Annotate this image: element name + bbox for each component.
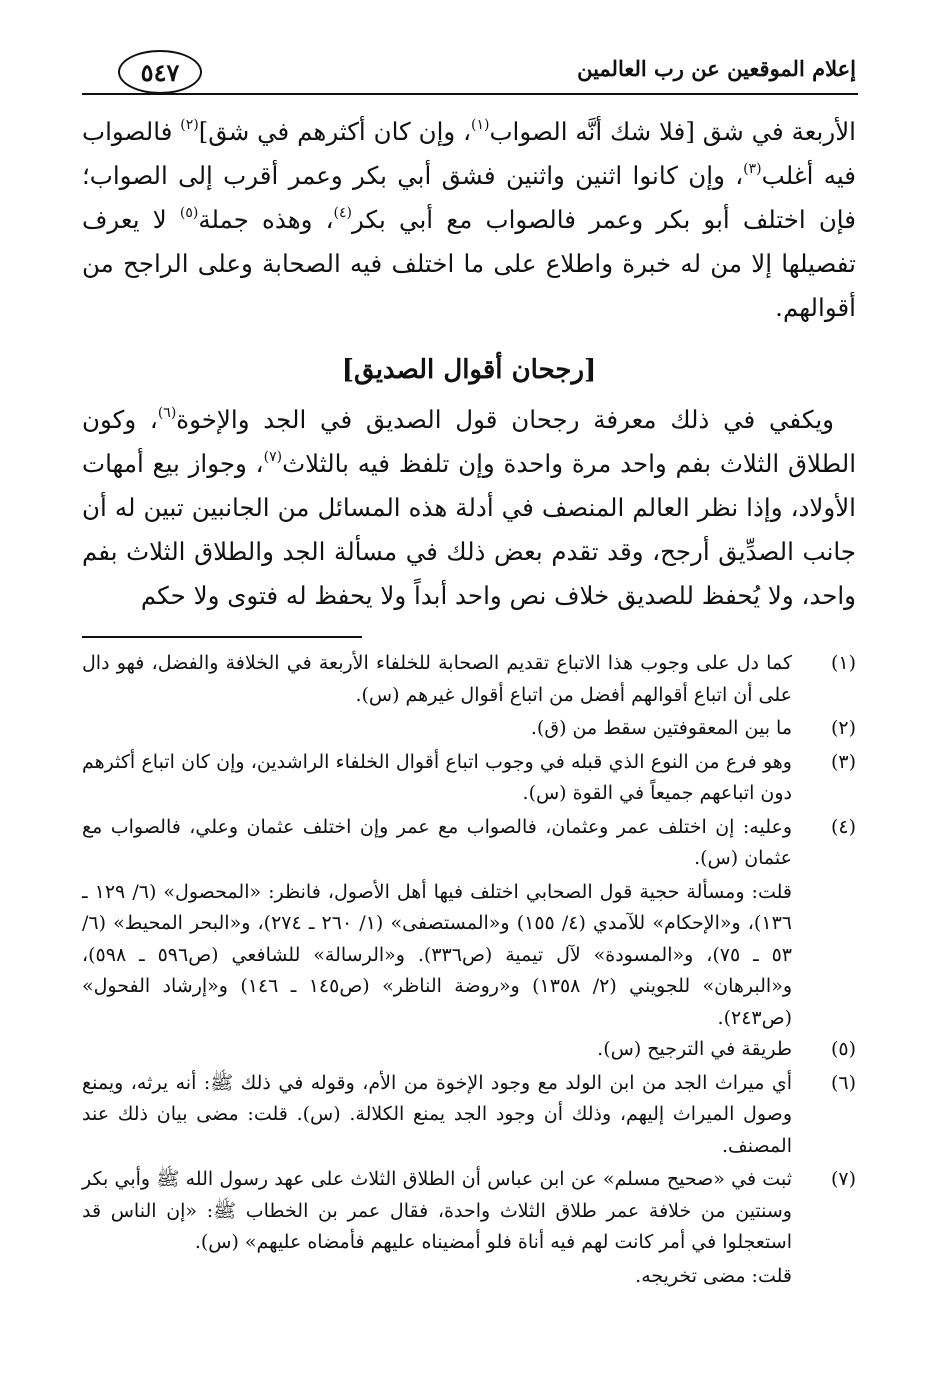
footnote-ref-1[interactable]: (١) bbox=[470, 117, 490, 133]
footnote-4 bbox=[82, 812, 856, 875]
footnote-2 bbox=[82, 713, 856, 745]
footnotes bbox=[82, 648, 856, 1292]
footnote-number: (٥) bbox=[830, 1038, 856, 1060]
footnote-text: ما بين المعقوفتين سقط من (ق). bbox=[530, 717, 792, 739]
text-run: ، وهذه جملة bbox=[198, 205, 334, 234]
footnote-ref-3[interactable]: (٣) bbox=[743, 161, 762, 177]
footnote-ref-5[interactable]: (٥) bbox=[179, 205, 199, 221]
footnote-ref-6[interactable]: (٦) bbox=[157, 405, 177, 421]
footnote-text: أي ميراث الجد من ابن الولد مع وجود الإخوة من الأم، وقوله في ذلك ﷺ: أنه يرثه، ويمنع وصول الميراث إليهم، وذلك أن وجود الجد يمنع الكلالة. (س). قلت: مضى بيان ذلك عند المصنف. bbox=[82, 1071, 792, 1157]
footnote-ref-7[interactable]: (٧) bbox=[263, 449, 283, 465]
main-text bbox=[82, 110, 856, 618]
footnote-number: (٧) bbox=[830, 1168, 856, 1190]
header-divider bbox=[82, 93, 858, 95]
footnote-number: (٦) bbox=[830, 1071, 856, 1094]
footnote-3 bbox=[82, 747, 856, 810]
footnote-7-note: قلت: مضى تخريجه. bbox=[635, 1264, 792, 1287]
footnote-text: ثبت في «صحيح مسلم» عن ابن عباس أن الطلاق الثلاث على عهد رسول الله ﷺ وأبي بكر وسنتين من خلافة عمر طلاق الثلاث واحدة، فقال عمر بن الخطاب ﷺ: «إن الناس قد استعجلوا في أمر كانت لهم فيه أناة فلو أمضيناه عليهم فأمضاه عليهم» (س). bbox=[82, 1168, 792, 1253]
footnote-number: (٢) bbox=[830, 717, 856, 739]
footnote-ref-2[interactable]: (٢) bbox=[180, 117, 199, 133]
text-run: ، وإن كانوا اثنين واثنين فشق أبي بكر وعمر أقرب إلى الصواب؛ فإن اختلف أبو بكر وعمر فالصواب مع أبي بكر bbox=[82, 161, 856, 234]
text-run: ، وكون الطلاق الثلاث بفم واحد مرة واحدة وإن تلفظ فيه بالثلاث bbox=[82, 405, 857, 478]
paragraph-2 bbox=[82, 398, 856, 618]
footnote-5 bbox=[82, 1034, 856, 1066]
footnote-1 bbox=[82, 648, 856, 711]
footnote-4-note: قلت: ومسألة حجية قول الصحابي اختلف فيها أهل الأصول، فانظر: «المحصول» (٦/ ١٢٩ ـ ١٣٦)، و«الإحكام» للآمدي (٤/ ١٥٥) و«المستصفى» (١/ ٢٦٠ ـ ٢٧٤)، و«البحر المحيط» (٦/ ٥٣ ـ ٧٥)، و«المسودة» لآل تيمية (ص٣٣٦). و«الرسالة» للشافعي (ص٥٩٦ ـ ٥٩٨)، و«البرهان» للجويني (٢/ ١٣٥٨) و«روضة الناظر» (ص١٤٥ ـ ١٤٦) و«إرشاد الفحول» (ص٢٤٣). bbox=[82, 880, 792, 1029]
paragraph-1 bbox=[82, 110, 856, 330]
footnote-text: وهو فرع من النوع الذي قبله في وجوب اتباع أقوال الخلفاء الراشدين، وإن كان اتباع أكثرهم دون اتباعهم جميعاً في القوة (س). bbox=[82, 750, 792, 804]
text-run: الأربعة في شق [فلا شك أنَّه الصواب bbox=[489, 117, 856, 146]
footnote-number: (٣) bbox=[830, 750, 856, 773]
footnote-6 bbox=[82, 1068, 856, 1163]
footnote-text: وعليه: إن اختلف عمر وعثمان، فالصواب مع عمر وإن اختلف عثمان وعلي، فالصواب مع عثمان (س). bbox=[82, 815, 792, 869]
footnote-ref-4[interactable]: (٤) bbox=[333, 205, 352, 221]
text-run: فالصواب فيه أغلب bbox=[82, 117, 856, 190]
footnote-text: طريقة في الترجيح (س). bbox=[597, 1038, 792, 1060]
text-run: ، وجواز بيع أمهات الأولاد، وإذا نظر العالم المنصف في أدلة هذه المسائل من الجانبين تبين له أن جانب الصدِّيق أرجح، وقد تقدم بعض ذلك في مسألة الجد والطلاق الثلاث بفم واحد، ولا يُحفظ للصديق خلاف نص واحد أبداً ولا يحفظ له فتوى ولا حكم bbox=[82, 449, 856, 610]
footnote-number: (٤) bbox=[830, 815, 856, 838]
footnote-number: (١) bbox=[830, 652, 856, 674]
section-heading: [رجحان أقوال الصديق] bbox=[341, 355, 597, 385]
text-run: لا يعرف تفصيلها إلا من له خبرة واطلاع على ما اختلف فيه الصحابة وعلى الراجح من أقوالهم. bbox=[82, 205, 856, 322]
footnote-text: كما دل على وجوب هذا الاتباع تقديم الصحابة للخلفاء الأربعة في الخلافة والفضل، فهو دال على أن اتباع أقوالهم أفضل من اتباع أقوال غيرهم (س). bbox=[82, 652, 792, 706]
footnote-separator bbox=[82, 636, 362, 638]
page-number-badge bbox=[118, 50, 202, 94]
running-header-title: إعلام الموقعين عن رب العالمين bbox=[577, 56, 856, 81]
text-run: ، وإن كان أكثرهم في شق] bbox=[198, 117, 471, 146]
footnote-7 bbox=[82, 1164, 856, 1259]
page-number: ٥٤٧ bbox=[140, 57, 180, 87]
text-run: ويكفي في ذلك معرفة رجحان قول الصديق في الجد والإخوة bbox=[176, 405, 834, 434]
